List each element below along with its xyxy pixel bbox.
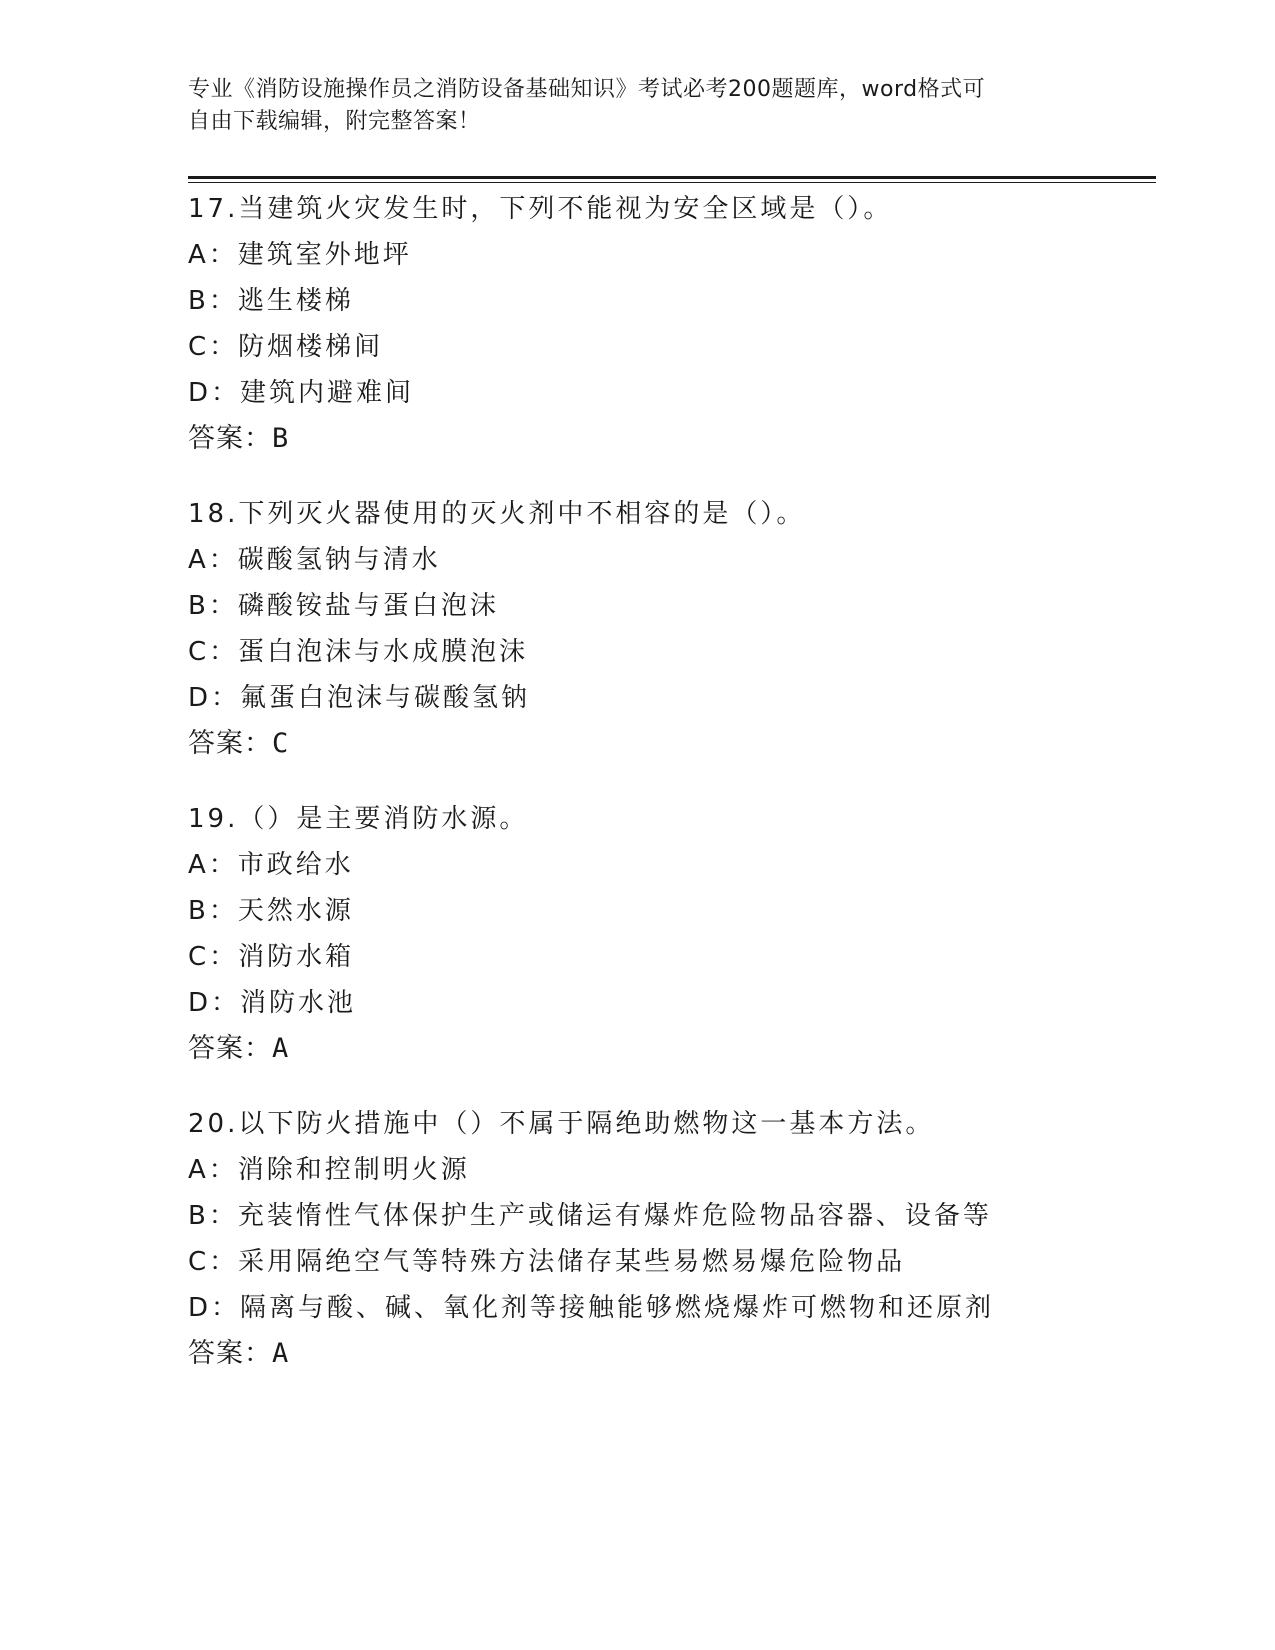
option-b: B：天然水源	[188, 896, 354, 926]
option-c: C：防烟楼梯间	[188, 332, 384, 362]
question-stem: 17.当建筑火灾发生时，下列不能视为安全区域是（）。	[188, 194, 893, 224]
option-a: A：碳酸氢钠与清水	[188, 545, 441, 575]
header-divider-thick	[188, 176, 1156, 179]
option-d: D：消防水池	[188, 988, 357, 1018]
option-b: B：充装惰性气体保护生产或储运有爆炸危险物品容器、设备等	[188, 1201, 992, 1231]
question-20	[188, 1101, 1168, 1377]
option-d: D：建筑内避难间	[188, 378, 415, 408]
question-stem: 18.下列灭火器使用的灭火剂中不相容的是（）。	[188, 499, 806, 529]
answer: 答案：A	[188, 1338, 290, 1369]
answer: 答案：B	[188, 423, 290, 454]
option-b: B：逃生楼梯	[188, 286, 354, 316]
option-c: C：蛋白泡沫与水成膜泡沫	[188, 637, 529, 667]
option-d: D：隔离与酸、碱、氧化剂等接触能够燃烧爆炸可燃物和还原剂	[188, 1293, 995, 1323]
option-a: A：建筑室外地坪	[188, 240, 412, 270]
question-17	[188, 186, 1168, 462]
option-a: A：消除和控制明火源	[188, 1155, 470, 1185]
header-line-1: 专业《消防设施操作员之消防设备基础知识》考试必考200题题库，word格式可	[188, 77, 986, 102]
header-divider-thin	[188, 182, 1156, 183]
header-line-2: 自由下载编辑，附完整答案！	[188, 109, 481, 134]
document-header	[188, 74, 1088, 138]
answer: 答案：A	[188, 1033, 290, 1064]
question-stem: 20.以下防火措施中（）不属于隔绝助燃物这一基本方法。	[188, 1109, 935, 1139]
question-stem: 19.（）是主要消防水源。	[188, 804, 529, 834]
question-18	[188, 491, 1168, 767]
option-c: C：消防水箱	[188, 942, 355, 972]
question-19	[188, 796, 1168, 1072]
option-b: B：磷酸铵盐与蛋白泡沫	[188, 591, 499, 621]
option-c: C：采用隔绝空气等特殊方法储存某些易燃易爆危险物品	[188, 1247, 906, 1277]
option-a: A：市政给水	[188, 850, 354, 880]
answer: 答案：C	[188, 728, 290, 759]
option-d: D：氟蛋白泡沫与碳酸氢钠	[188, 683, 531, 713]
